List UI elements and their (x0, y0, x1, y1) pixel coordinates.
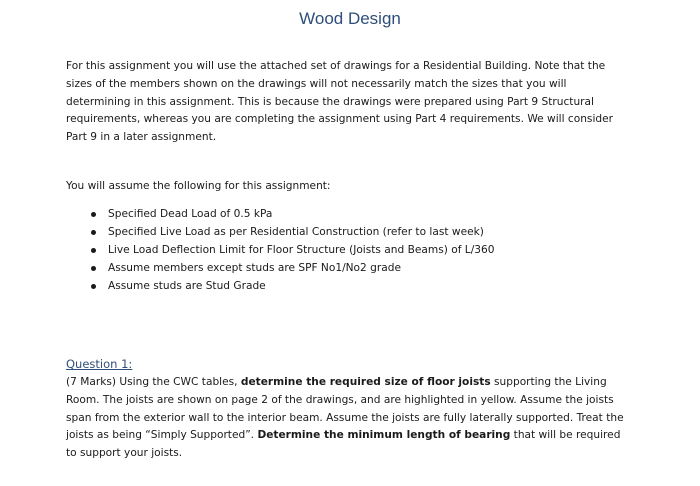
bullet-icon (91, 248, 96, 253)
question-emphasis: determine the required size of floor joists (240, 376, 491, 388)
assumption-text: Specified Live Load as per Residential Construction (refer to last week) (108, 226, 484, 238)
assumptions-list (66, 205, 626, 295)
assumption-text: Live Load Deflection Limit for Floor Structure (Joists and Beams) of L/360 (108, 244, 495, 256)
bullet-icon (91, 284, 96, 289)
question-paragraph (66, 374, 626, 463)
question-emphasis: Determine the minimum length of bearing (257, 429, 511, 442)
list-item (66, 259, 626, 277)
bullet-icon (91, 266, 96, 271)
intro-paragraph: For this assignment you will use the attached set of drawings for a Residential Building. Note that the sizes of the members shown on the drawings will not necessarily match the sizes that you will determining in this assignment. This is because the drawings were prepared using Part 9 Structural requirements, whereas you are completing the assignment using Part 4 requirements. We will consider Part 9 in a later assignment. (66, 60, 613, 144)
question-heading: Question 1: (66, 357, 133, 371)
list-item (66, 223, 626, 241)
list-item (66, 205, 626, 223)
assumptions-heading: You will assume the following for this assignment: (66, 180, 331, 192)
bullet-icon (91, 212, 96, 217)
assumption-text: Assume members except studs are SPF No1/No2 grade (108, 262, 401, 274)
assumption-text: Assume studs are Stud Grade (108, 280, 266, 292)
question-text: that will be required to support your joists. (66, 429, 621, 460)
assumption-text: Specified Dead Load of 0.5 kPa (108, 208, 273, 220)
question-text: supporting the Living Room. The joists are shown on page 2 of the drawings, and are highlighted in yellow. Assume the joists span from the exterior wall to the interior beam. Assume the joists are fully laterally supported. Treat the joists as being “Simply Supported”. (66, 376, 624, 442)
document-title: Wood Design (299, 9, 401, 28)
question-text: (7 Marks) Using the CWC tables, (66, 376, 241, 388)
list-item (66, 241, 626, 259)
bullet-icon (91, 230, 96, 235)
list-item (66, 277, 626, 295)
